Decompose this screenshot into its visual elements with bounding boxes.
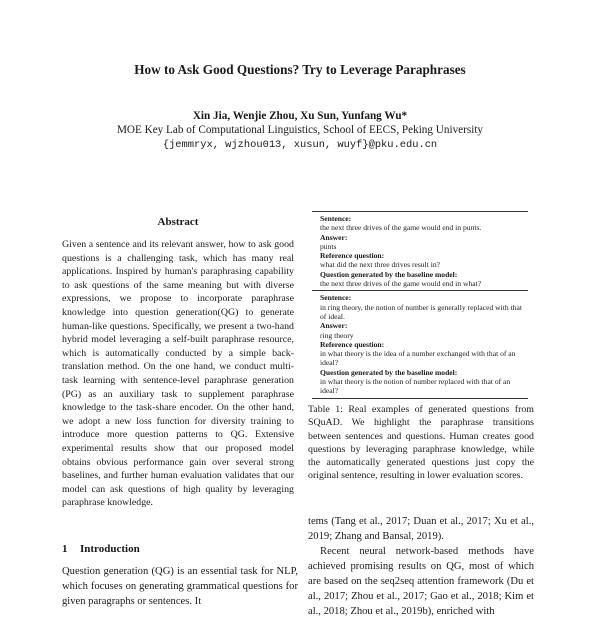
right-column-text — [308, 514, 534, 619]
reference-label: Reference question: — [320, 251, 385, 261]
paper-title: How to Ask Good Questions? Try to Leverage Paraphrases — [134, 62, 466, 77]
section-number: 1 — [62, 543, 68, 555]
abstract-text: Given a sentence and its relevant answer, how to ask good questions is a challenging task, which has many real applications. Inspired by human's paraphrasing capability to ask questions of the same meaning but with diverse expressions, we propose to incorporate paraphrase knowledge into question generation(QG) to generate human-like questions. Specifically, we present a two-hand hybrid model leveraging a self-built paraphrase resource, which is automatically conducted by a simple back-translation method. On the one hand, we conduct multi-task learning with sentence-level paraphrase generation (PG) as an auxiliary task to supplement paraphrase knowledge to the task-share encoder. On the other hand, we adopt a new loss function for diversity training to introduce more question patterns to QG. Extensive experimental results show that our proposed model obtains obvious performance gain over several strong baselines, and further human evaluation validates that our model can ask questions of high quality by leveraging paraphrase knowledge. — [62, 239, 294, 509]
introduction-heading — [62, 543, 140, 555]
reference-label: Reference question: — [320, 339, 385, 349]
affiliation: MOE Key Lab of Computational Linguistics, School of EECS, Peking University — [116, 124, 484, 136]
sentence-text: in ring theory, the notion of number is generally replaced with that of ideal. — [320, 302, 522, 321]
baseline-text: in what theory is the notion of number replaced with that of an ideal? — [320, 377, 511, 396]
table-example-1 — [312, 211, 528, 290]
author-list: Xin Jia, Wenjie Zhou, Xu Sun, Yunfang Wu* — [192, 110, 408, 122]
answer-label: Answer: — [320, 321, 348, 331]
introduction-text: Question generation (QG) is an essential task for NLP, which focuses on generating grammatical questions for given paragraphs or sentences. It — [62, 566, 298, 607]
author-emails: {jemmryx, wjzhou013, xusun, wuyf}@pku.edu.cn — [162, 139, 438, 151]
table-caption: Table 1: Real examples of generated questions from SQuAD. We highlight the paraphrase transitions between sentences and questions. Human creates good questions by leveraging paraphrase knowledge, while the automatically generated questions just copy the original sentence, resulting in lower evaluation scores. — [308, 404, 534, 482]
section-title: Introduction — [80, 543, 140, 555]
baseline-label: Question generated by the baseline model: — [320, 269, 458, 279]
baseline-text: the next three drives of the game would end in what? — [320, 279, 482, 289]
abstract-heading: Abstract — [157, 216, 199, 228]
reference-text: what did the next three drives result in? — [320, 260, 440, 270]
table-example-2 — [312, 290, 528, 398]
examples-table — [312, 211, 528, 399]
paragraph: Recent neural network-based methods have achieved promising results on QG, most of which are based on the seq2seq attention framework (Du et al., 2017; Zhou et al., 2017; Gao et al., 2018; Kim et al., 2018; Zhou et al., 2019b), enriched with — [308, 546, 534, 617]
baseline-label: Question generated by the baseline model: — [320, 367, 458, 377]
sentence-label: Sentence: — [320, 293, 352, 303]
answer-text: punts — [320, 241, 337, 251]
sentence-label: Sentence: — [320, 214, 352, 223]
answer-label: Answer: — [320, 232, 348, 242]
reference-text: in what theory is the idea of a number exchanged with that of an ideal? — [320, 349, 516, 368]
sentence-text: the next three drives of the game would end in punts. — [320, 223, 482, 233]
paragraph-continued: tems (Tang et al., 2017; Duan et al., 2017; Xu et al., 2019; Zhang and Bansal, 2019). — [308, 516, 534, 542]
answer-text: ring theory — [320, 330, 354, 340]
